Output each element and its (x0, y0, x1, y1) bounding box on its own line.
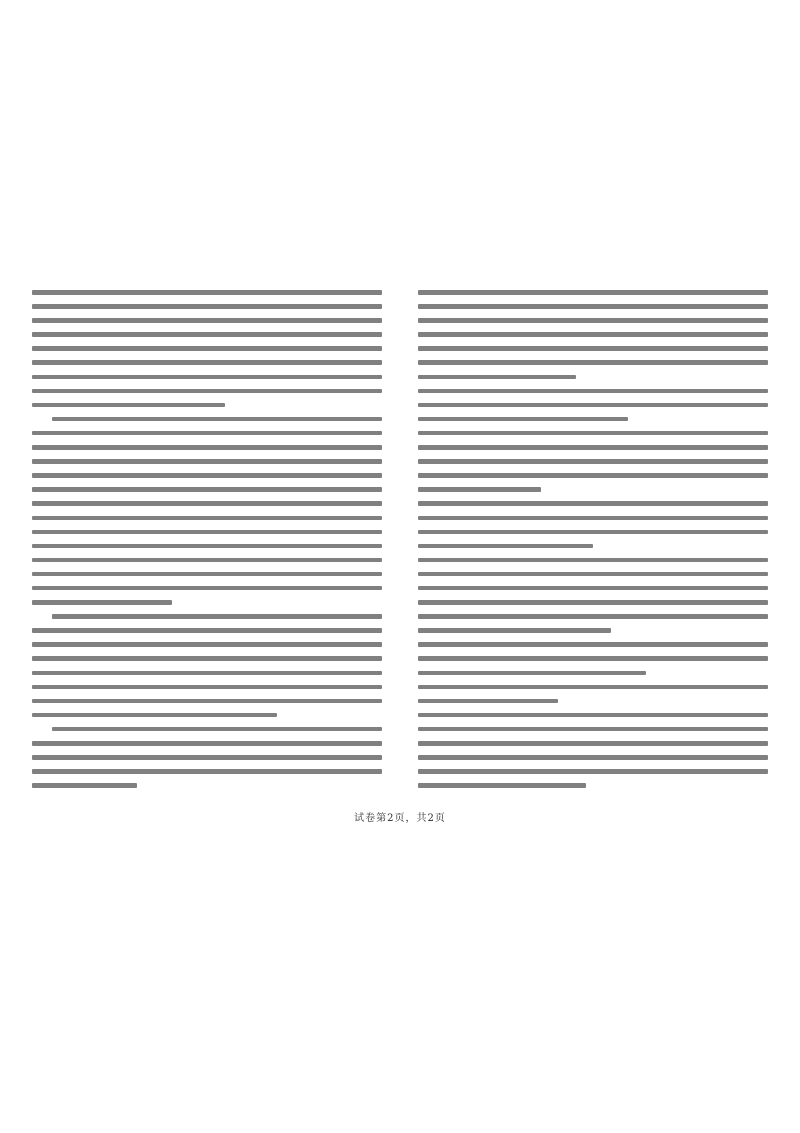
text-line-placeholder (32, 656, 382, 661)
text-line-placeholder (32, 671, 382, 676)
text-line-placeholder (32, 558, 382, 563)
text-line-placeholder (52, 727, 382, 732)
text-line-placeholder (418, 318, 768, 323)
text-line-placeholder (32, 642, 382, 647)
text-line-placeholder (32, 473, 382, 478)
text-line-placeholder (418, 516, 768, 521)
text-line-placeholder (32, 586, 382, 591)
text-line-placeholder (32, 318, 382, 323)
text-line-placeholder (418, 558, 768, 563)
text-line-placeholder (52, 614, 382, 619)
text-line-placeholder (32, 769, 382, 774)
text-line-placeholder (32, 628, 382, 633)
text-line-placeholder (32, 699, 382, 704)
text-line-placeholder (32, 389, 382, 394)
text-line-placeholder (418, 332, 768, 337)
text-line-placeholder (32, 741, 382, 746)
text-line-placeholder (418, 487, 541, 492)
text-line-placeholder (32, 544, 382, 549)
text-line-placeholder (418, 389, 768, 394)
text-line-placeholder (32, 360, 382, 365)
right-column (418, 290, 768, 795)
text-line-placeholder (418, 741, 768, 746)
text-line-placeholder (418, 544, 593, 549)
text-line-placeholder (32, 459, 382, 464)
text-line-placeholder (418, 600, 768, 605)
text-line-placeholder (418, 586, 768, 591)
text-line-placeholder (418, 727, 768, 732)
text-line-placeholder (418, 501, 768, 506)
text-line-placeholder (418, 445, 768, 450)
text-line-placeholder (418, 769, 768, 774)
text-line-placeholder (418, 360, 768, 365)
text-line-placeholder (32, 304, 382, 309)
text-line-placeholder (418, 656, 768, 661)
left-column (32, 290, 382, 795)
text-line-placeholder (418, 642, 768, 647)
text-line-placeholder (32, 346, 382, 351)
text-line-placeholder (418, 699, 558, 704)
text-line-placeholder (32, 516, 382, 521)
text-line-placeholder (32, 487, 382, 492)
text-line-placeholder (32, 572, 382, 577)
text-line-placeholder (418, 614, 768, 619)
text-line-placeholder (418, 346, 768, 351)
text-line-placeholder (418, 572, 768, 577)
text-line-placeholder (418, 713, 768, 718)
text-line-placeholder (32, 375, 382, 380)
text-line-placeholder (32, 403, 225, 408)
text-line-placeholder (418, 403, 768, 408)
text-line-placeholder (32, 783, 137, 788)
text-line-placeholder (32, 431, 382, 436)
text-line-placeholder (418, 431, 768, 436)
page-footer: 试卷第2页，共2页 (354, 813, 446, 824)
text-line-placeholder (418, 304, 768, 309)
text-line-placeholder (32, 332, 382, 337)
text-line-placeholder (418, 783, 586, 788)
text-line-placeholder (418, 530, 768, 535)
text-line-placeholder (418, 685, 768, 690)
text-line-placeholder (32, 685, 382, 690)
text-line-placeholder (418, 473, 768, 478)
text-line-placeholder (418, 417, 628, 422)
text-line-placeholder (32, 530, 382, 535)
text-line-placeholder (418, 459, 768, 464)
text-line-placeholder (32, 290, 382, 295)
text-line-placeholder (418, 628, 611, 633)
text-line-placeholder (418, 290, 768, 295)
exam-sheet (32, 290, 768, 835)
text-line-placeholder (32, 600, 172, 605)
text-line-placeholder (418, 375, 576, 380)
text-line-placeholder (32, 501, 382, 506)
text-line-placeholder (418, 755, 768, 760)
text-line-placeholder (32, 713, 277, 718)
text-line-placeholder (52, 417, 382, 422)
text-line-placeholder (32, 445, 382, 450)
text-line-placeholder (418, 671, 646, 676)
text-line-placeholder (32, 755, 382, 760)
